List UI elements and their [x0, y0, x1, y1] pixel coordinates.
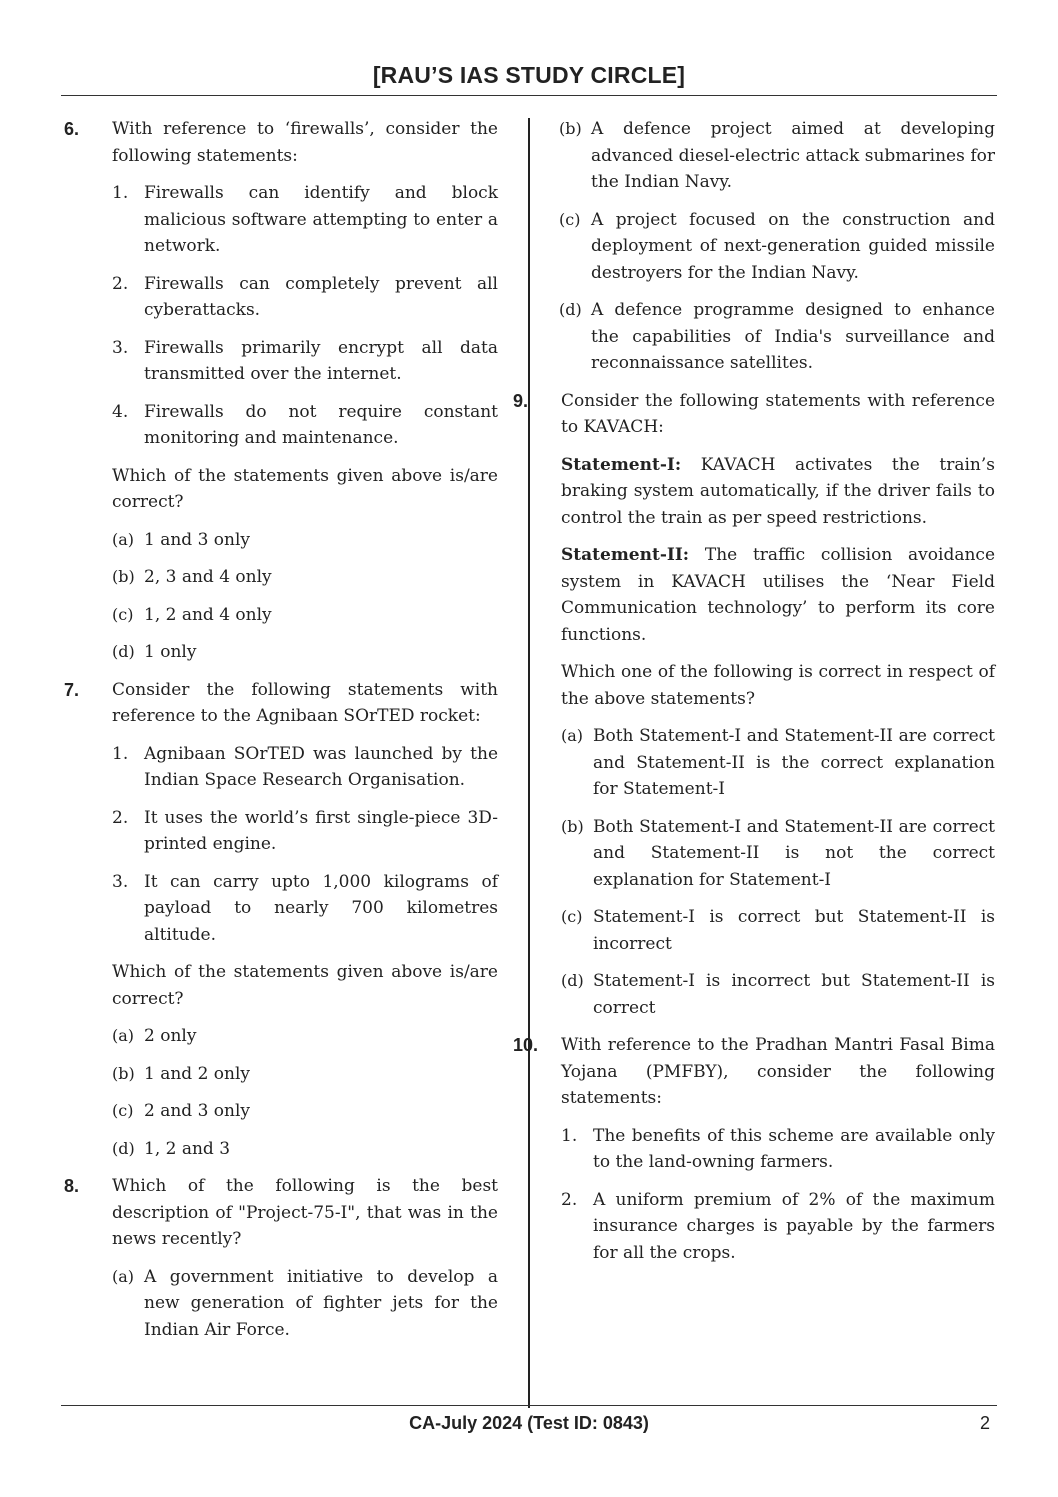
statement-item: 1. Firewalls can identify and block malicious software attempting to enter a network.	[112, 183, 498, 256]
answer-option-c: (c) A project focused on the construction and deployment of next-generation guided missile destroyers for the Indian Navy.	[559, 209, 995, 283]
question-stem: Which of the following is the best description of "Project-75-I", that was in the news recently?	[112, 1176, 498, 1249]
question-9	[511, 388, 995, 1022]
question-8	[62, 1173, 498, 1343]
statement-2	[561, 542, 995, 648]
question-stem: Consider the following statements with reference to the Agnibaan SOrTED rocket:	[112, 679, 498, 726]
question-10	[511, 1032, 995, 1266]
statement-2-label: Statement-II:	[561, 545, 690, 565]
question-number: 6.	[64, 119, 80, 139]
statement-item: 1. Agnibaan SOrTED was launched by the Indian Space Research Organisation.	[112, 743, 498, 790]
statement-item: 2. Firewalls can completely prevent all cyberattacks.	[112, 273, 498, 320]
statement-item: 2. It uses the world’s first single-piece 3D-printed engine.	[112, 807, 498, 854]
footer-divider	[61, 1405, 997, 1406]
answer-option-c: (c) 2 and 3 only	[112, 1101, 251, 1121]
answer-option-b: (b) 1 and 2 only	[112, 1063, 251, 1084]
statement-2-text: The traffic collision avoidance system in KAVACH utilises the ‘Near Field Communication technology’ to perform its core functions.	[561, 545, 996, 645]
answer-option-b: (b) 2, 3 and 4 only	[112, 567, 272, 587]
question-prompt: Which one of the following is correct in respect of the above statements?	[561, 662, 995, 709]
question-stem: With reference to the Pradhan Mantri Fasal Bima Yojana (PMFBY), consider the following statements:	[561, 1035, 995, 1108]
answer-option-b: (b) A defence project aimed at developing advanced diesel-electric attack submarines for the Indian Navy.	[559, 119, 995, 192]
answer-option-a: (a) A government initiative to develop a new generation of fighter jets for the Indian Air Force.	[112, 1266, 498, 1340]
header-divider	[61, 95, 997, 96]
statement-1-label: Statement-I:	[561, 454, 682, 475]
statement-item: 3. Firewalls primarily encrypt all data transmitted over the internet.	[112, 337, 498, 384]
left-column	[62, 116, 498, 1354]
question-number: 10.	[513, 1035, 539, 1055]
statement-1	[561, 452, 995, 532]
footer-test-label: CA-July 2024 (Test ID: 0843)	[409, 1413, 649, 1433]
question-stem: Consider the following statements with reference to KAVACH:	[561, 390, 995, 437]
statement-item: 3. It can carry upto 1,000 kilograms of payload to nearly 700 kilometres altitude.	[112, 871, 498, 945]
question-number: 9.	[513, 390, 529, 411]
statement-item: 1. The benefits of this scheme are available only to the land-owning farmers.	[561, 1125, 995, 1172]
answer-option-d: (d) 1 only	[112, 642, 197, 662]
question-prompt: Which of the statements given above is/are correct?	[112, 962, 498, 1009]
answer-option-a: (a) 2 only	[112, 1026, 197, 1046]
question-8-continued	[559, 116, 995, 377]
right-column	[513, 116, 996, 1277]
statement-1-text: KAVACH activates the train’s braking system automatically, if the driver fails to control the train as per speed restrictions.	[561, 454, 995, 528]
question-7	[62, 677, 498, 1163]
answer-option-c: (c) 1, 2 and 4 only	[112, 604, 272, 625]
statement-item: 4. Firewalls do not require constant monitoring and maintenance.	[112, 401, 498, 448]
question-stem: With reference to ‘firewalls’, consider the following statements:	[112, 119, 498, 166]
question-number: 7.	[64, 679, 80, 700]
answer-option-c: (c) Statement-I is correct but Statement-II is incorrect	[561, 907, 995, 954]
answer-option-d: (d) Statement-I is incorrect but Statement-II is correct	[561, 971, 995, 1018]
answer-option-a: (a) Both Statement-I and Statement-II are correct and Statement-II is the correct explanation for Statement-I	[561, 726, 995, 799]
page-number: 2	[980, 1413, 991, 1433]
statement-item: 2. A uniform premium of 2% of the maximum insurance charges is payable by the farmers for all the crops.	[561, 1189, 995, 1263]
answer-option-d: (d) 1, 2 and 3	[112, 1138, 231, 1159]
page-header-title: [RAU’S IAS STUDY CIRCLE]	[372, 62, 686, 88]
question-6	[62, 116, 498, 666]
answer-option-b: (b) Both Statement-I and Statement-II are correct and Statement-II is not the correct explanation for Statement-I	[561, 816, 995, 890]
question-number: 8.	[64, 1176, 80, 1196]
question-prompt: Which of the statements given above is/are correct?	[112, 465, 498, 512]
answer-option-a: (a) 1 and 3 only	[112, 529, 251, 550]
answer-option-d: (d) A defence programme designed to enhance the capabilities of India's surveillance and reconnaissance satellites.	[559, 300, 995, 373]
